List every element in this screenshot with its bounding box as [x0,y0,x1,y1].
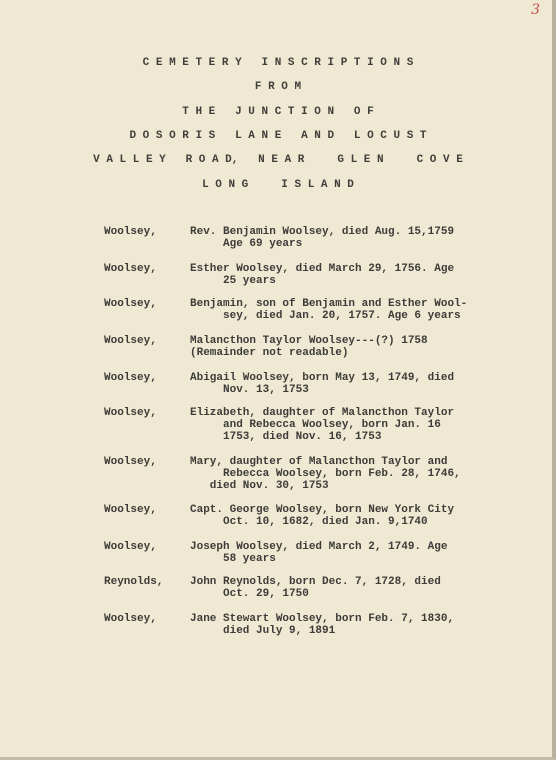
entry-surname: Woolsey, [104,226,157,238]
entry-surname: Woolsey, [104,456,157,468]
entry-line: and Rebecca Woolsey, born Jan. 16 [190,419,441,431]
entry-surname: Woolsey, [104,298,157,310]
entry-line: Benjamin, son of Benjamin and Esther Wool- [190,298,468,310]
entry-surname: Woolsey, [104,372,157,384]
entry-surname: Woolsey, [104,613,157,625]
entry-line: Rebecca Woolsey, born Feb. 28, 1746, [190,468,461,480]
title-line: D O S O R I S L A N E A N D L O C U S T [129,130,427,142]
entry-line: 58 years [190,553,276,565]
entry-line: Capt. George Woolsey, born New York City [190,504,455,516]
entry-line: Esther Woolsey, died March 29, 1756. Age [190,263,455,275]
entry-line: John Reynolds, born Dec. 7, 1728, died [190,576,441,588]
entry-line: died Nov. 30, 1753 [190,480,329,492]
page-number: 3 [531,2,540,18]
entry-text [190,576,500,600]
entry-text [190,263,500,287]
entry-text [190,456,500,492]
entry-line: 1753, died Nov. 16, 1753 [190,431,382,443]
entry-surname: Woolsey, [104,407,157,419]
title-line: C E M E T E R Y I N S C R I P T I O N S [142,57,414,69]
entry-line: died July 9, 1891 [190,625,336,637]
entry-line: Jane Stewart Woolsey, born Feb. 7, 1830, [190,613,455,625]
title-line: L O N G I S L A N D [202,179,354,191]
entry-surname: Reynolds, [104,576,164,588]
entry-text [190,613,500,637]
entry-surname: Woolsey, [104,335,157,347]
entry-line: Malancthon Taylor Woolsey---(?) 1758 [190,335,428,347]
entry-line: Oct. 29, 1750 [190,588,309,600]
entry-line: Age 69 years [190,238,303,250]
entry-text [190,504,500,528]
entry-text [190,226,500,250]
entry-line: sey, died Jan. 20, 1757. Age 6 years [190,310,461,322]
entry-line: Nov. 13, 1753 [190,384,309,396]
entry-line: Joseph Woolsey, died March 2, 1749. Age [190,541,448,553]
entry-text [190,298,500,322]
title-line: F R O M [254,81,302,93]
entry-text [190,335,500,359]
entry-line: 25 years [190,275,276,287]
entry-text [190,372,500,396]
entry-surname: Woolsey, [104,263,157,275]
title-line: V A L L E Y R O A D, N E A R G L E N C O V E [93,154,463,166]
entry-surname: Woolsey, [104,504,157,516]
entry-text [190,407,500,443]
entry-surname: Woolsey, [104,541,157,553]
entry-line: Oct. 10, 1682, died Jan. 9,1740 [190,516,428,528]
entry-line: Elizabeth, daughter of Malancthon Taylor [190,407,455,419]
entry-line: Rev. Benjamin Woolsey, died Aug. 15,1759 [190,226,455,238]
entry-line: (Remainder not readable) [190,347,349,359]
entry-line: Abigail Woolsey, born May 13, 1749, died [190,372,455,384]
entry-line: Mary, daughter of Malancthon Taylor and [190,456,448,468]
entry-text [190,541,500,565]
title-line: T H E J U N C T I O N O F [182,106,374,118]
